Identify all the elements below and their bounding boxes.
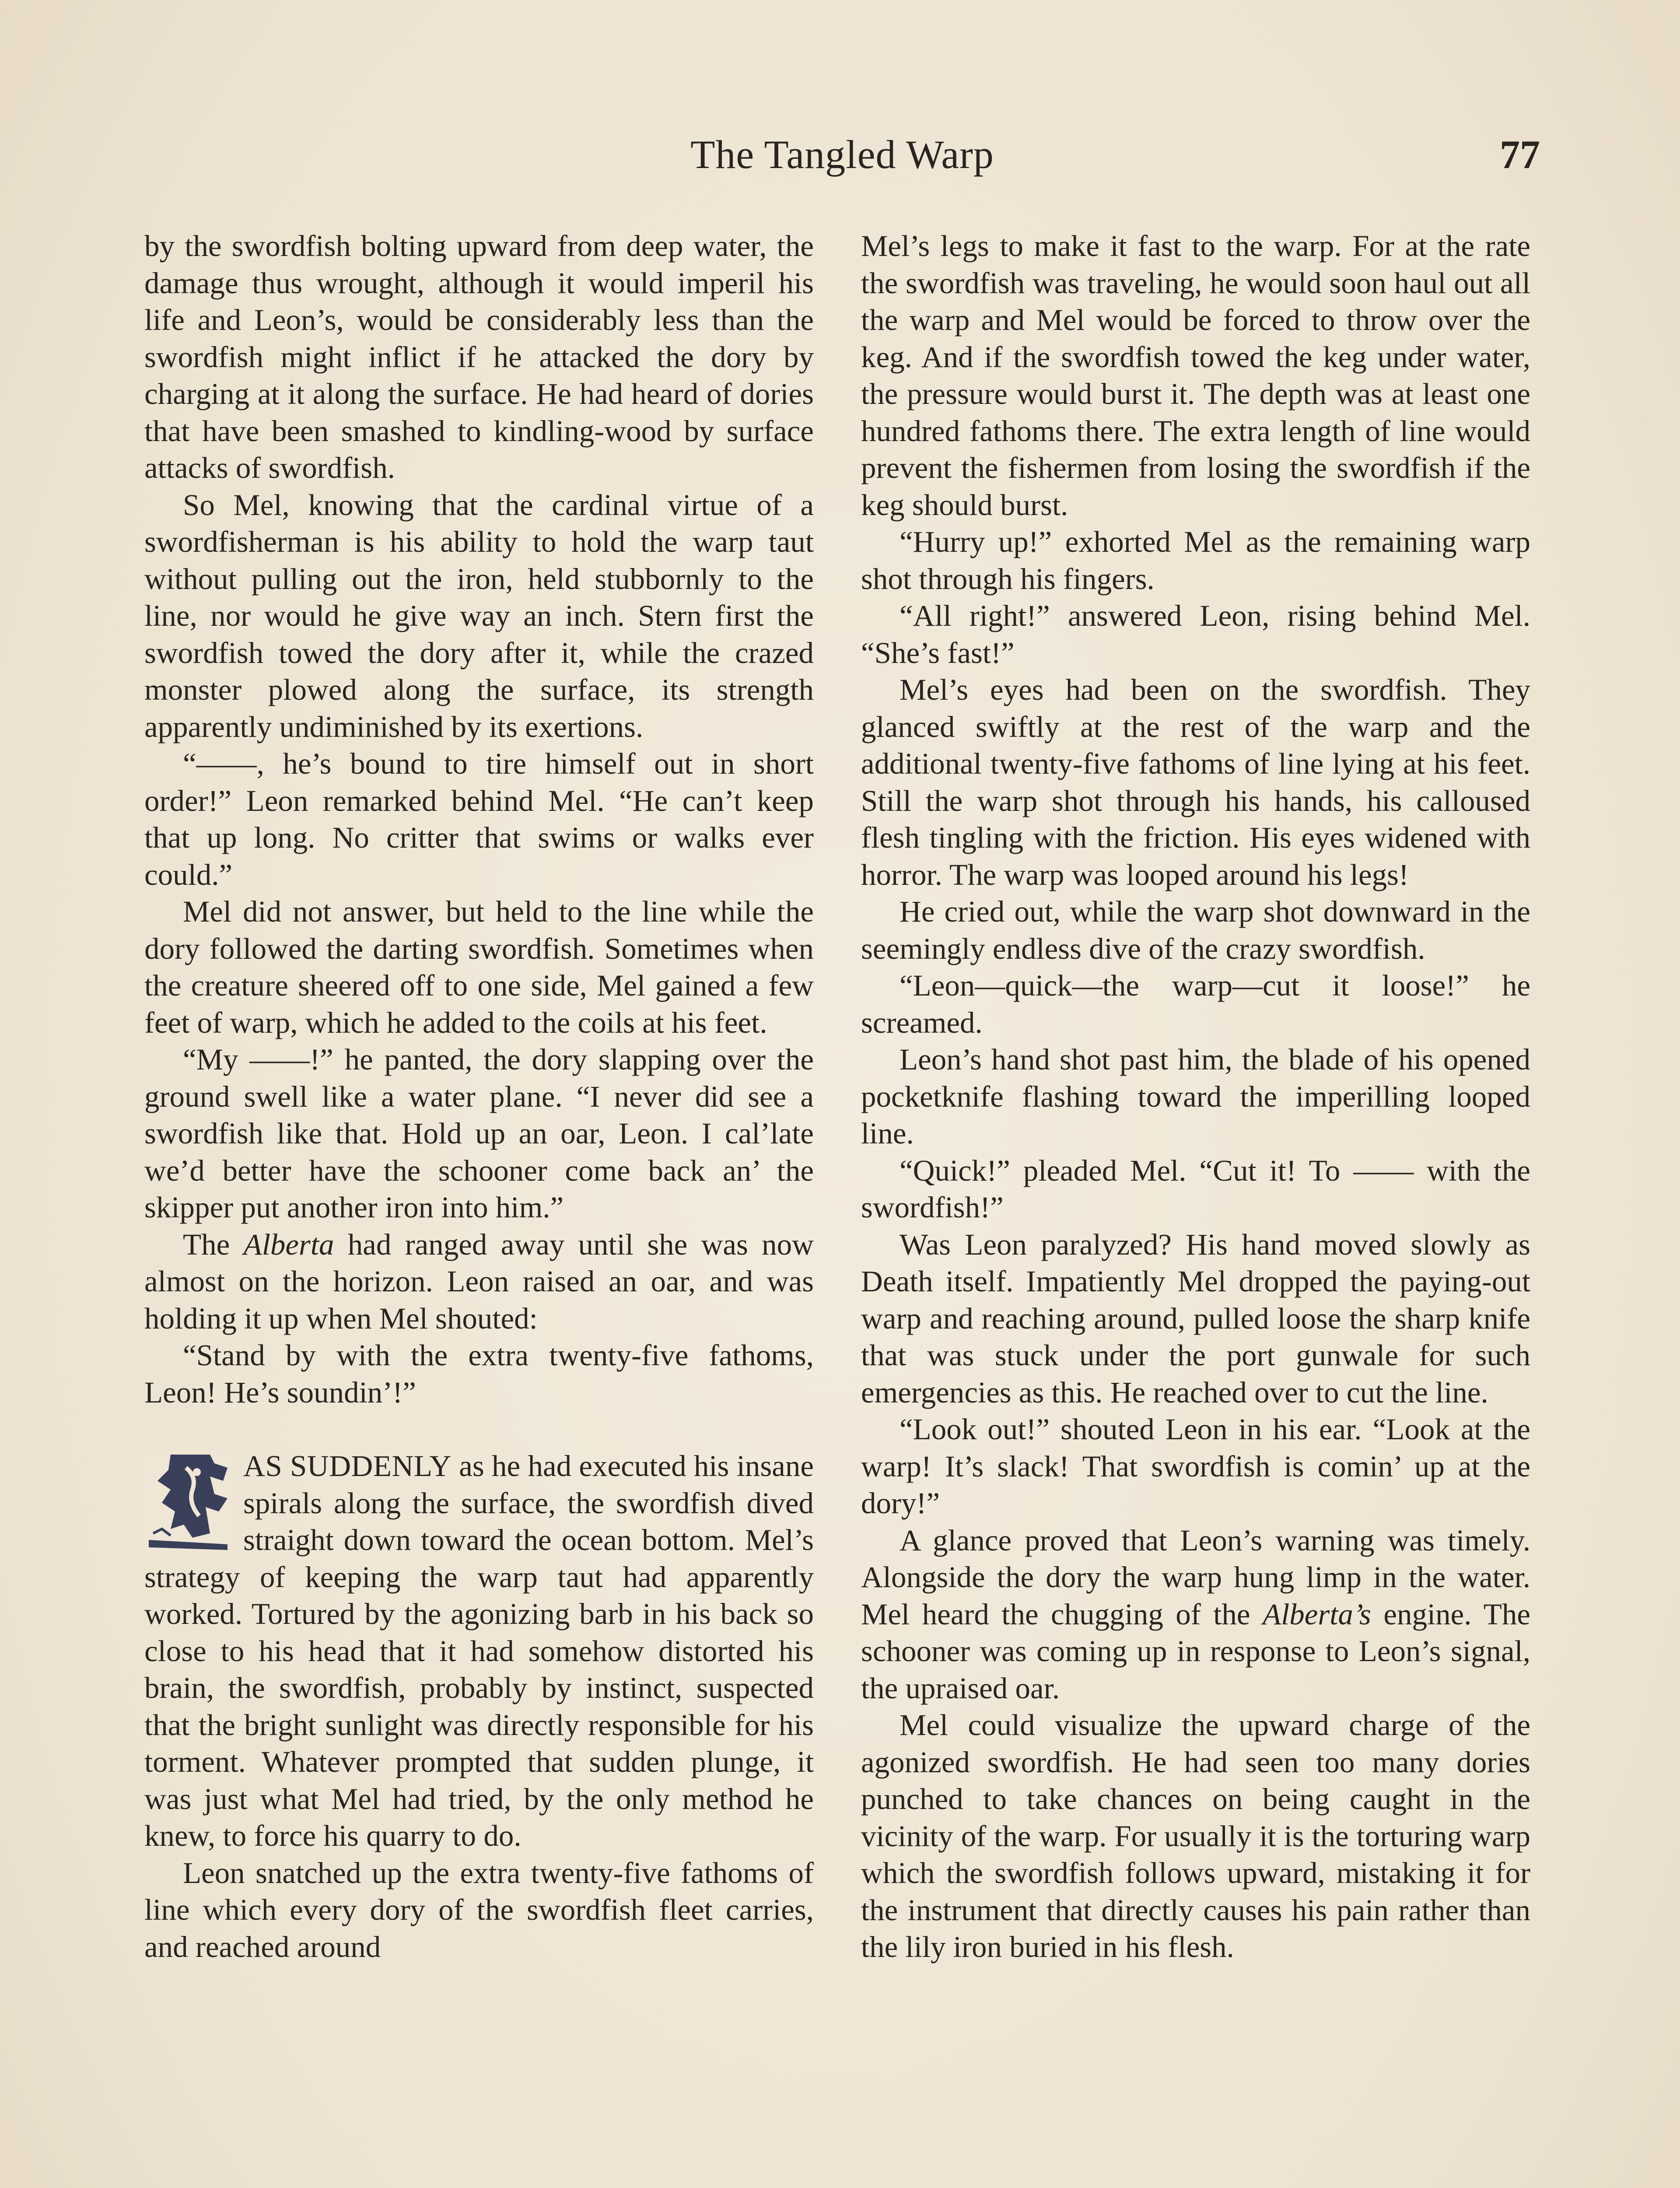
ship-name: Alberta’s — [1262, 1597, 1371, 1631]
left-column — [144, 228, 814, 2188]
paragraph: Mel’s legs to make it fast to the warp. For at the rate the swordfish was traveling, he would soon haul out all the warp and Mel would be forced to throw over the keg. And if the swordfish towed the keg under water, the pressure would burst it. The depth was at least one hundred fathoms there. The extra length of line would prevent the fishermen from losing the swordfish if the keg should burst. — [861, 229, 1530, 522]
right-column — [861, 228, 1530, 2188]
paragraph: “Leon—quick—the warp—cut it loose!” he screamed. — [861, 969, 1530, 1039]
paragraph: “Look out!” shouted Leon in his ear. “Look at the warp! It’s slack! That swordfish is comin’ up at the dory!” — [861, 1413, 1530, 1520]
paragraph: Mel’s eyes had been on the swordfish. They glanced swiftly at the rest of the warp and the additional twenty-five fathoms of line lying at his feet. Still the warp shot through his hands, his calloused flesh tingling with the friction. His eyes widened with horror. The warp was looped around his legs! — [861, 673, 1530, 891]
section-lead-in: AS SUDDENLY — [243, 1449, 452, 1483]
decorative-swordfish-dropcap-icon — [144, 1450, 232, 1552]
text-run: as he had executed his insane spirals along the surface, the swordfish dived straight down toward the ocean bottom. Mel’s strategy of keeping the warp taut had apparently worked. Tortured by the agonizing barb in his back so close to his head that it had somehow distorted his brain, the swordfish, probably by instinct, suspected that the bright sunlight was directly responsible for his torment. Whatever prompted that sudden plunge, it was just what Mel had tried, by the only method he knew, to force his quarry to do. — [144, 1449, 814, 1852]
paragraph: by the swordfish bolting upward from deep water, the damage thus wrought, although it would imperil his life and Leon’s, would be considerably less than the swordfish might inflict if he attacked the dory by charging at it along the surface. He had heard of dories that have been smashed to kindling-wood by surface attacks of swordfish. — [144, 229, 814, 484]
paragraph: “Stand by with the extra twenty-five fathoms, Leon! He’s soundin’!” — [144, 1339, 814, 1409]
paragraph: Mel did not answer, but held to the line while the dory followed the darting swordfish. Sometimes when the creature sheered off to one side, Mel gained a few feet of warp, which he added to the coils at his feet. — [144, 895, 814, 1039]
text-run: engine. The schooner was coming up in response to Leon’s signal, the upraised oar. — [861, 1597, 1530, 1705]
paragraph: “Hurry up!” exhorted Mel as the remaining warp shot through his fingers. — [861, 525, 1530, 596]
paragraph: “Quick!” pleaded Mel. “Cut it! To —— with the swordfish!” — [861, 1154, 1530, 1224]
paragraph: So Mel, knowing that the cardinal virtue of a swordfisherman is his ability to hold the warp taut without pulling out the iron, held stubbornly to the line, nor would he give way an inch. Stern first the swordfish towed the dory after it, while the crazed monster plowed along the surface, its strength apparently undiminished by its exertions. — [144, 488, 814, 743]
text-run: The — [183, 1227, 244, 1261]
paragraph: He cried out, while the warp shot downward in the seemingly endless dive of the crazy swordfish. — [861, 895, 1530, 965]
text-run: A glance proved that Leon’s warning was timely. Alongside the dory the warp hung limp in the water. Mel heard the chugging of the — [861, 1523, 1530, 1631]
paragraph: “——, he’s bound to tire himself out in short order!” Leon remarked behind Mel. “He can’t keep that up long. No critter that swims or walks ever could.” — [144, 747, 814, 891]
page-title: The Tangled Warp — [690, 132, 994, 177]
section-opening-paragraph — [144, 1448, 814, 1855]
text-run: had ranged away until she was now almost on the horizon. Leon raised an oar, and was holding it up when Mel shouted: — [144, 1227, 814, 1335]
paragraph: Leon snatched up the extra twenty-five fathoms of line which every dory of the swordfish fleet carries, and reached around — [144, 1856, 814, 1964]
paragraph: Mel could visualize the upward charge of the agonized swordfish. He had seen too many dories punched to take chances on being caught in the vicinity of the warp. For usually it is the torturing warp which the swordfish follows upward, mistaking it for the instrument that directly causes his pain rather than the lily iron buried in his flesh. — [861, 1708, 1530, 1964]
page-number: 77 — [1500, 132, 1540, 177]
paragraph: “All right!” answered Leon, rising behind Mel. “She’s fast!” — [861, 599, 1530, 670]
paragraph — [861, 1522, 1530, 1707]
ship-name: Alberta — [243, 1227, 334, 1261]
running-header — [144, 131, 1540, 188]
paragraph: “My ——!” he panted, the dory slapping over the ground swell like a water plane. “I never did see a swordfish like that. Hold up an oar, Leon. I cal’late we’d better have the schooner come back an’ the skipper put another iron into him.” — [144, 1043, 814, 1224]
paragraph — [144, 1226, 814, 1337]
paragraph: Was Leon paralyzed? His hand moved slowly as Death itself. Impatiently Mel dropped the paying-out warp and reaching around, pulled loose the sharp knife that was stuck under the port gunwale for such emergencies as this. He reached over to cut the line. — [861, 1227, 1530, 1409]
paragraph: Leon’s hand shot past him, the blade of his opened pocketknife flashing toward the imperilling looped line. — [861, 1043, 1530, 1150]
